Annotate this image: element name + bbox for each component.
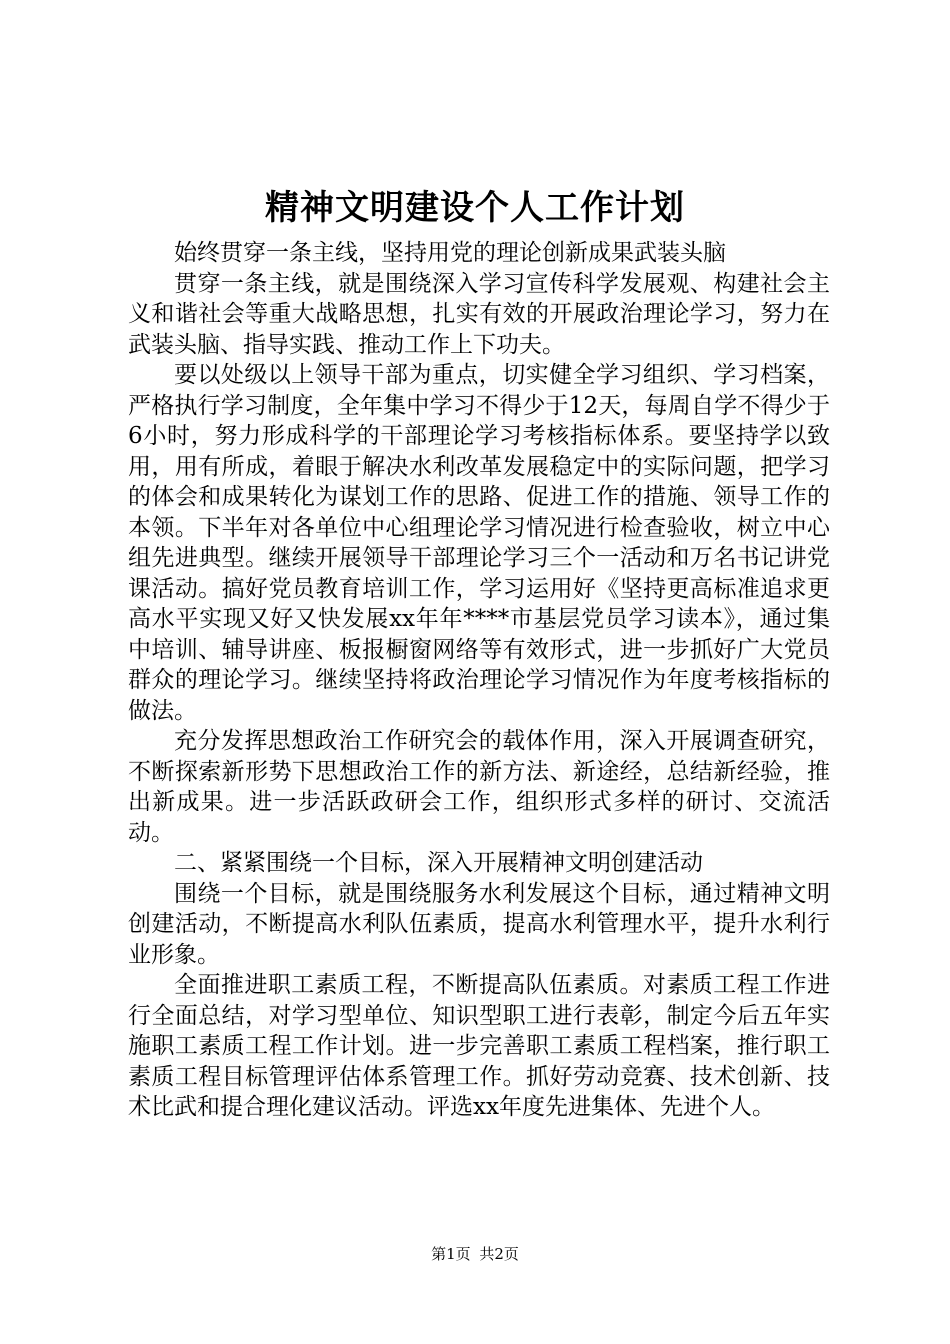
paragraph-1: 始终贯穿一条主线，坚持用党的理论创新成果武装头脑: [174, 240, 726, 266]
page-number-total: 共2页: [479, 1245, 519, 1263]
page-footer: [0, 1244, 950, 1264]
paragraph-4: 充分发挥思想政治工作研究会的载体作用，深入开展调查研究，不断探索新形势下思想政治工作的新方法、新途经，总结新经验，推出新成果。进一步活跃政研会工作，组织形式多样的研讨、交流活动。: [128, 728, 830, 846]
paragraph-5: 二、紧紧围绕一个目标，深入开展精神文明创建活动: [174, 850, 703, 876]
page-number-current: 第1页: [431, 1245, 471, 1263]
paragraph-3: 要以处级以上领导干部为重点，切实健全学习组织、学习档案，严格执行学习制度，全年集中学习不得少于12天，每周自学不得少于6小时，努力形成科学的干部理论学习考核指标体系。要坚持学以致用，用有所成，着眼于解决水利改革发展稳定中的实际问题，把学习的体会和成果转化为谋划工作的思路、促进工作的措施、领导工作的本领。下半年对各单位中心组理论学习情况进行检查验收，树立中心组先进典型。继续开展领导干部理论学习三个一活动和万名书记讲党课活动。搞好党员教育培训工作，学习运用好《坚持更高标准追求更高水平实现又好又快发展xx年年****市基层党员学习读本》，通过集中培训、辅导讲座、板报橱窗网络等有效形式，进一步抓好广大党员群众的理论学习。继续坚持将政治理论学习情况作为年度考核指标的做法。: [128, 362, 830, 724]
document-body: [128, 238, 830, 1123]
paragraph-6: 围绕一个目标，就是围绕服务水利发展这个目标，通过精神文明创建活动，不断提高水利队伍素质，提高水利管理水平，提升水利行业形象。: [128, 880, 830, 968]
paragraph-2: 贯穿一条主线，就是围绕深入学习宣传科学发展观、构建社会主义和谐社会等重大战略思想，扎实有效的开展政治理论学习，努力在武装头脑、指导实践、推动工作上下功夫。: [128, 270, 830, 358]
document-title: 精神文明建设个人工作计划: [265, 188, 685, 228]
paragraph-7: 全面推进职工素质工程，不断提高队伍素质。对素质工程工作进行全面总结，对学习型单位、知识型职工进行表彰，制定今后五年实施职工素质工程工作计划。进一步完善职工素质工程档案，推行职工素质工程目标管理评估体系管理工作。抓好劳动竞赛、技术创新、技术比武和提合理化建议活动。评选xx年度先进集体、先进个人。: [128, 972, 830, 1120]
